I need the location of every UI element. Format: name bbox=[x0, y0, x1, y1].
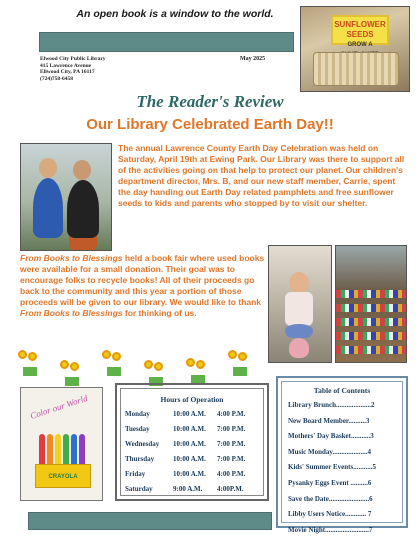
book-row bbox=[336, 332, 407, 340]
hours-row bbox=[125, 410, 259, 418]
open-time: 10:00 A.M. bbox=[173, 470, 206, 478]
open-time: 10:00 A.M. bbox=[173, 410, 206, 418]
child-legs bbox=[289, 338, 309, 358]
toc-item[interactable]: Mothers' Day Basket...........3 bbox=[288, 432, 374, 441]
library-name: Elwood City Public Library bbox=[40, 56, 106, 62]
footer-bar bbox=[28, 512, 272, 530]
book-row bbox=[336, 346, 407, 354]
day: Thursday bbox=[125, 455, 155, 463]
hours-row bbox=[125, 470, 259, 478]
book-row bbox=[336, 318, 407, 326]
toc-item[interactable]: Kids' Summer Events...........5 bbox=[288, 463, 376, 472]
open-time: 10:00 A.M. bbox=[173, 425, 206, 433]
address-line2: Ellwood City, PA 16117 bbox=[40, 69, 95, 75]
close-time: 4:00P.M. bbox=[217, 485, 244, 493]
person-body bbox=[33, 178, 63, 238]
toc-item[interactable]: Save the Date.......................6 bbox=[288, 494, 373, 503]
seeds-sign-sub: GROW A bbox=[347, 42, 373, 48]
book-row bbox=[336, 290, 407, 298]
newsletter-title: The Reader's Review bbox=[136, 92, 284, 111]
hours-row bbox=[125, 485, 259, 493]
sunflower-icon bbox=[18, 350, 42, 376]
person-head bbox=[73, 160, 91, 180]
toc-item[interactable]: Pysanky Eggs Event ..........6 bbox=[288, 478, 372, 487]
seeds-sign bbox=[331, 15, 389, 48]
sunflower-icon bbox=[186, 358, 210, 384]
open-time: 9:00 A.M. bbox=[173, 485, 203, 493]
hours-row bbox=[125, 455, 259, 463]
article-body: held a book fair where used books were available for a small donation. Their goal was to encourage folks to recycle books! All of their proceeds go back to the community and this year a portion of those proceeds will be given to our library. We would like to thank bbox=[20, 253, 265, 307]
article-end: for thinking of us. bbox=[122, 308, 197, 318]
org-name-thanks: From Books to Blessings bbox=[20, 308, 123, 318]
article-headline: Our Library Celebrated Earth Day!! bbox=[86, 116, 334, 133]
tagline: An open book is a window to the world. bbox=[76, 8, 274, 20]
book-fair-photo bbox=[335, 245, 407, 363]
open-time: 10:00 A.M. bbox=[173, 455, 206, 463]
article-paragraph-2 bbox=[20, 253, 265, 319]
staff-photo bbox=[20, 143, 112, 251]
issue-date: May 2025 bbox=[240, 56, 266, 62]
address-line1: 415 Lawrence Avenue bbox=[40, 62, 92, 69]
sunflower-icon bbox=[228, 350, 252, 376]
sunflower-seeds-photo bbox=[300, 6, 410, 92]
sunflower-icon bbox=[102, 350, 126, 376]
child-skirt bbox=[285, 324, 313, 338]
library-phone: (724)758-6458 bbox=[40, 75, 73, 82]
day: Wednesday bbox=[125, 440, 160, 448]
day: Friday bbox=[125, 470, 146, 478]
seed-basket bbox=[313, 52, 399, 86]
hours-row bbox=[125, 440, 259, 448]
open-time: 10:00 A.M. bbox=[173, 440, 206, 448]
close-time: 7:00 P.M. bbox=[217, 425, 246, 433]
day: Saturday bbox=[125, 485, 153, 493]
close-time: 7:00 P.M. bbox=[217, 455, 246, 463]
toc-item[interactable]: Library Brunch....................2 bbox=[288, 401, 375, 409]
hours-row bbox=[125, 425, 259, 433]
crayon-artwork bbox=[20, 387, 103, 501]
person-body bbox=[67, 180, 99, 238]
sunflower-border bbox=[18, 350, 268, 380]
article-paragraph-1: The annual Lawrence County Earth Day Celebration was held on Saturday, April 19th at Ewing Park. Our Library was there to support all of the activities going on that help to protect our planet. Our children's department director, Mrs. B, and our new staff member, Carrie, spent the day handing out Earth Day related pamphlets and free sunflower seeds to kids and parents who stopped by to visit our shelter. bbox=[118, 143, 405, 208]
day: Tuesday bbox=[125, 425, 150, 433]
table-of-contents bbox=[276, 376, 408, 534]
toc-item[interactable]: Movie Night.........................7 bbox=[288, 525, 373, 534]
close-time: 4:00 P.M. bbox=[217, 470, 246, 478]
day: Monday bbox=[125, 410, 150, 418]
child-reading-photo bbox=[268, 245, 332, 363]
close-time: 7:00 P.M. bbox=[217, 440, 246, 448]
library-address bbox=[40, 56, 106, 82]
close-time: 4:00 P.M. bbox=[217, 410, 246, 418]
toc-item[interactable]: Libby Users Notice............ 7 bbox=[288, 510, 372, 519]
sunflower-icon bbox=[60, 360, 84, 386]
toc-item[interactable]: Music Monday....................4 bbox=[288, 447, 372, 456]
child-body bbox=[285, 292, 313, 326]
hours-title: Hours of Operation bbox=[160, 395, 224, 404]
artwork-title: Color our World bbox=[28, 393, 89, 421]
person-head bbox=[39, 158, 57, 178]
seeds-sign-text: SUNFLOWER SEEDS bbox=[334, 20, 386, 39]
child-head bbox=[289, 272, 309, 294]
crayon-box: CRAYOLA bbox=[35, 464, 91, 488]
toc-title: Table of Contents bbox=[313, 386, 371, 395]
org-name: From Books to Blessings bbox=[20, 253, 123, 263]
header-bar bbox=[39, 32, 294, 52]
book-row bbox=[336, 304, 407, 312]
toc-item[interactable]: New Board Member..........3 bbox=[288, 416, 370, 425]
hours-box bbox=[115, 383, 269, 501]
